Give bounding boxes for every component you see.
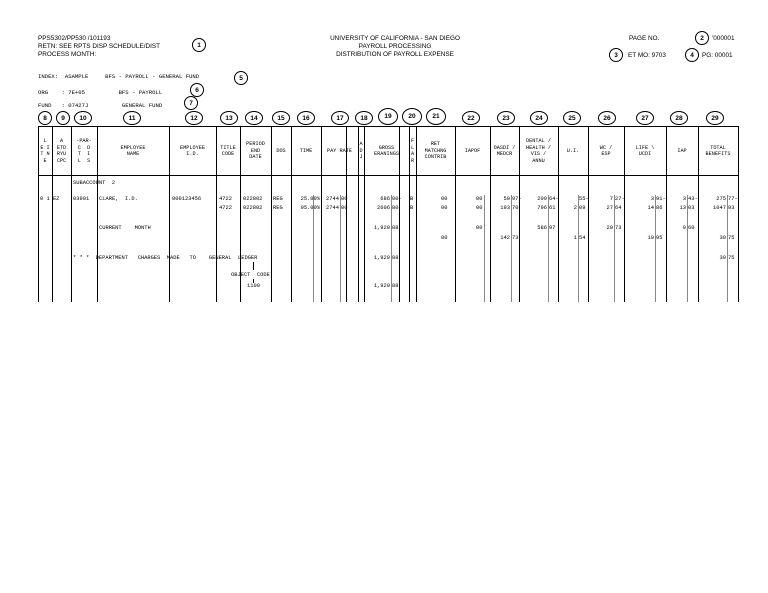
iap-2b: 03	[688, 205, 695, 211]
dental-1b: 64-	[549, 196, 559, 202]
rate-1: 2744	[326, 196, 339, 202]
dental-2a: 796	[537, 205, 547, 211]
cm-oasdi2-b: 73	[512, 235, 519, 241]
callout-14: 14	[245, 111, 263, 125]
callout-12: 12	[185, 111, 203, 125]
col-header-time: TIME	[299, 147, 313, 154]
callout-8: 8	[38, 111, 52, 125]
pg-number: PG: 00001	[702, 52, 733, 59]
dental-2b: 61	[549, 205, 556, 211]
col-header-iapof: IAPOF	[464, 147, 481, 154]
callout-7: 7	[184, 96, 198, 110]
oasdi-2b: 193	[500, 205, 510, 211]
gross-2: 2606	[377, 205, 390, 211]
time-2: 95.00%	[300, 205, 320, 211]
col-rule	[738, 126, 739, 302]
wc-2b: 64	[615, 205, 622, 211]
ret-2: 00	[441, 205, 448, 211]
employee-id: 000123456	[172, 196, 202, 202]
col-header-oasdi: OASDI / MEDCR	[493, 144, 516, 157]
current-month-label: CURRENT MONTH	[99, 225, 151, 231]
col-header-etd: A ETD RYU CPC	[56, 138, 67, 164]
iap-1b: 43-	[688, 196, 698, 202]
col-header-dos: DOS	[276, 147, 286, 154]
life-1a: 3	[650, 196, 654, 202]
callout-17: 17	[331, 111, 349, 125]
col-header-ui: U.I.	[566, 147, 580, 154]
dos-1: REG	[273, 196, 283, 202]
callout-27: 27	[636, 111, 654, 125]
callout-11: 11	[123, 111, 141, 125]
cm-wc-a: 20	[606, 225, 613, 231]
cm-oasdi2-a: 142	[500, 235, 510, 241]
callout-1: 1	[192, 38, 206, 52]
object-code-value: 1100	[247, 283, 260, 289]
dos-2: REG	[273, 205, 283, 211]
total-1b: 77-	[728, 196, 738, 202]
dept-total-a: 30	[719, 255, 726, 261]
life-2a: 14	[647, 205, 654, 211]
callout-5: 5	[234, 71, 248, 85]
subaccount-label: SUBACCOUNT 2	[73, 180, 116, 186]
callout-22: 22	[462, 111, 480, 125]
rate-1-cents: 00	[341, 196, 348, 202]
table-header-rule	[38, 175, 738, 176]
rate-2: 2744	[326, 205, 339, 211]
rate-2-cents: 00	[341, 205, 348, 211]
title-code-1: 4722	[219, 196, 232, 202]
gross-1-cents: 00-	[392, 196, 402, 202]
col-header-flar: F L A R	[410, 138, 415, 164]
cm-life-a: 10	[647, 235, 654, 241]
cm-dental-b: 97	[549, 225, 556, 231]
retention-line: RETN: SEE RPTS DISP SCHEDULE/DIST	[38, 43, 161, 50]
obj-gross: 1,920	[373, 283, 390, 289]
row-let: 0 1 EZ	[40, 196, 60, 202]
total-2b: 93	[728, 205, 735, 211]
col-header-adj: A D J	[359, 141, 363, 161]
wc-2a: 27	[606, 205, 613, 211]
time-1: 25.00%	[300, 196, 320, 202]
cm-ret: 00	[441, 235, 448, 241]
cm-wc-b: 73	[615, 225, 622, 231]
oasdi-1b: 50	[503, 196, 510, 202]
callout-6: 6	[190, 83, 204, 97]
flag-1: B	[410, 196, 414, 202]
callout-3: 3	[609, 48, 623, 62]
cm-total-a: 30	[719, 235, 726, 241]
callout-13: 13	[220, 111, 238, 125]
ret-1: 00	[441, 196, 448, 202]
total-1a: 275	[716, 196, 726, 202]
col-header-period-end: PERIOD END DATE	[246, 141, 265, 161]
org-line: ORG : 7E+05 BFS - PAYROLL	[38, 89, 163, 96]
page-value: '000001	[712, 35, 735, 42]
decimal-rule	[484, 195, 485, 302]
cm-iap-a: 9	[682, 225, 686, 231]
oasdi-1a: 00	[476, 196, 483, 202]
callout-16: 16	[297, 111, 315, 125]
cm-total-b: 75	[728, 235, 735, 241]
cm-gross-cents: 88	[392, 225, 399, 231]
cm-iap-b: 60	[688, 225, 695, 231]
wc-1b: 27-	[615, 196, 625, 202]
total-2a: 1047	[713, 205, 726, 211]
col-header-name: EMPLOYEE NAME	[120, 144, 146, 157]
col-header-ret: RET MATCHNG CONTRIB	[424, 141, 447, 161]
col-header-dental: DENTAL / HEALTH / VIS / ANNU	[526, 138, 551, 164]
dept-charges-label: * * * DEPARTMENT CHARGES MADE TO GENERAL LEDGER	[73, 255, 258, 261]
col-header-emp-id: EMPLOYEE I.D.	[180, 144, 205, 157]
col-header-wc: WC / ESP	[599, 144, 613, 157]
life-1b: 91-	[656, 196, 666, 202]
flag-2: B	[410, 205, 414, 211]
report-id: PPS5302/PP530 /101193	[38, 35, 111, 42]
callout-25: 25	[563, 111, 581, 125]
process-month: PROCESS MONTH:	[38, 51, 97, 58]
callout-28: 28	[670, 111, 688, 125]
gross-1: 686	[380, 196, 390, 202]
row-cpc: 03901	[73, 196, 90, 202]
iap-1a: 3	[682, 196, 686, 202]
object-code-label: OBJECT CODE	[231, 272, 270, 278]
col-header-let: L E I T N E	[40, 138, 50, 164]
cm-ui-a: 1	[573, 235, 577, 241]
tree-connector	[253, 262, 254, 270]
ui-2a: 2	[573, 205, 577, 211]
oasdi-2a: 00	[476, 205, 483, 211]
employee-name: CLARE, I.D.	[99, 196, 138, 202]
callout-18: 18	[355, 111, 373, 125]
ui-2b: 09	[579, 205, 586, 211]
col-header-pay-rate: PAY RATE	[327, 147, 352, 154]
dept-total-b: 75	[728, 255, 735, 261]
callout-2: 2	[695, 31, 709, 45]
cm-life-b: 95	[656, 235, 663, 241]
dept-gross: 1,920	[373, 255, 390, 261]
callout-15: 15	[272, 111, 290, 125]
cm-ui-b: 54	[579, 235, 586, 241]
org-title: UNIVERSITY OF CALIFORNIA - SAN DIEGO	[330, 35, 460, 42]
period-date-1: 022802	[243, 196, 263, 202]
report-title: DISTRIBUTION OF PAYROLL EXPENSE	[336, 51, 454, 58]
callout-9: 9	[56, 111, 70, 125]
index-line: INDEX: ASAMPLE BFS - PAYROLL - GENERAL FUND	[38, 73, 200, 80]
gross-2-cents: 80	[392, 205, 399, 211]
oasdi-2c: 70	[512, 205, 519, 211]
dept-gross-cents: 88	[392, 255, 399, 261]
iap-2a: 13	[679, 205, 686, 211]
col-header-par: -PAR- C D T I L S	[76, 138, 92, 164]
callout-21: 21	[426, 108, 446, 125]
dental-1a: 209	[537, 196, 547, 202]
title-code-2: 4722	[219, 205, 232, 211]
callout-19: 19	[378, 108, 398, 125]
period-date-2: 022802	[243, 205, 263, 211]
oasdi-1c: 97-	[512, 196, 522, 202]
col-header-total: TOTAL BENEFITS	[705, 144, 731, 157]
cm-gross: 1,920	[373, 225, 390, 231]
callout-24: 24	[530, 111, 548, 125]
wc-1a: 7	[609, 196, 613, 202]
callout-4: 4	[685, 48, 699, 62]
ui-1: 55-	[579, 196, 589, 202]
et-mo: ET MO: 9703	[628, 52, 666, 59]
callout-26: 26	[598, 111, 616, 125]
life-2b: 86	[656, 205, 663, 211]
table-top-rule	[38, 126, 738, 127]
report-subtitle: PAYROLL PROCESSING	[358, 43, 432, 50]
col-header-iap: IAP	[677, 147, 687, 154]
callout-23: 23	[497, 111, 515, 125]
col-header-title-code: TITLE CODE	[220, 144, 236, 157]
col-header-gross: GROSS ERANINGS	[374, 144, 399, 157]
cm-dental-a: 586	[537, 225, 547, 231]
callout-29: 29	[706, 111, 724, 125]
callout-10: 10	[74, 111, 92, 125]
cm-oasdi: 00	[476, 225, 483, 231]
fund-line: FUND : 07427J GENERAL FUND	[38, 102, 163, 109]
callout-20: 20	[402, 108, 422, 125]
obj-gross-cents: 88	[392, 283, 399, 289]
page-label: PAGE NO.	[629, 35, 660, 42]
col-header-life: LIFE \ UCDI	[635, 144, 655, 157]
